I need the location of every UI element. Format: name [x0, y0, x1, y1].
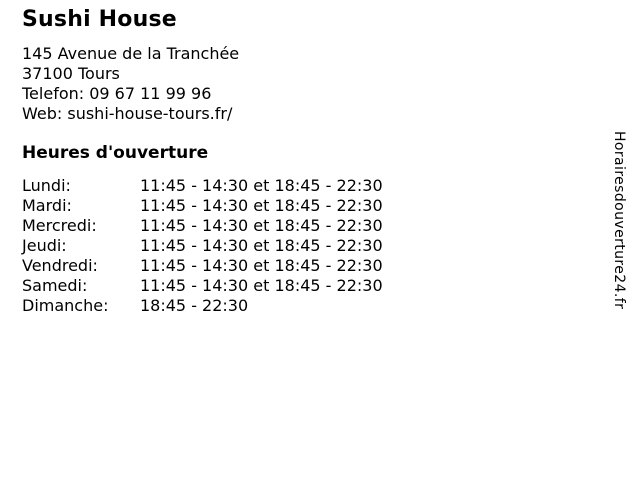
hours-row-mercredi: [22, 216, 383, 236]
hours-row-samedi: [22, 276, 383, 296]
times-value: 11:45 - 14:30 et 18:45 - 22:30: [140, 176, 383, 195]
day-label: Mardi:: [22, 196, 72, 215]
phone-text: Telefon: 09 67 11 99 96: [22, 84, 212, 103]
business-info: [22, 6, 383, 316]
day-label: Mercredi:: [22, 216, 97, 235]
times-value: 11:45 - 14:30 et 18:45 - 22:30: [140, 216, 383, 235]
times-value: 11:45 - 14:30 et 18:45 - 22:30: [140, 196, 383, 215]
address-block: [22, 44, 383, 124]
day-label: Jeudi:: [22, 236, 67, 255]
address-line-city: 37100 Tours: [22, 64, 120, 83]
address-line-street: 145 Avenue de la Tranchée: [22, 44, 240, 63]
times-value: 11:45 - 14:30 et 18:45 - 22:30: [140, 236, 383, 255]
hours-row-jeudi: [22, 236, 383, 256]
website-text: Web: sushi-house-tours.fr/: [22, 104, 233, 123]
day-label: Vendredi:: [22, 256, 98, 275]
watermark-vertical-text: Horairesdouverture24.fr: [611, 131, 627, 310]
hours-row-vendredi: [22, 256, 383, 276]
day-label: Lundi:: [22, 176, 71, 195]
hours-table: [22, 176, 383, 316]
day-label: Dimanche:: [22, 296, 109, 315]
times-value: 11:45 - 14:30 et 18:45 - 22:30: [140, 256, 383, 275]
hours-heading: Heures d'ouverture: [22, 143, 209, 163]
times-value: 18:45 - 22:30: [140, 296, 249, 315]
times-value: 11:45 - 14:30 et 18:45 - 22:30: [140, 276, 383, 295]
hours-row-dimanche: [22, 296, 383, 316]
day-label: Samedi:: [22, 276, 88, 295]
hours-row-mardi: [22, 196, 383, 216]
hours-row-lundi: [22, 176, 383, 196]
business-name: Sushi House: [22, 7, 177, 32]
